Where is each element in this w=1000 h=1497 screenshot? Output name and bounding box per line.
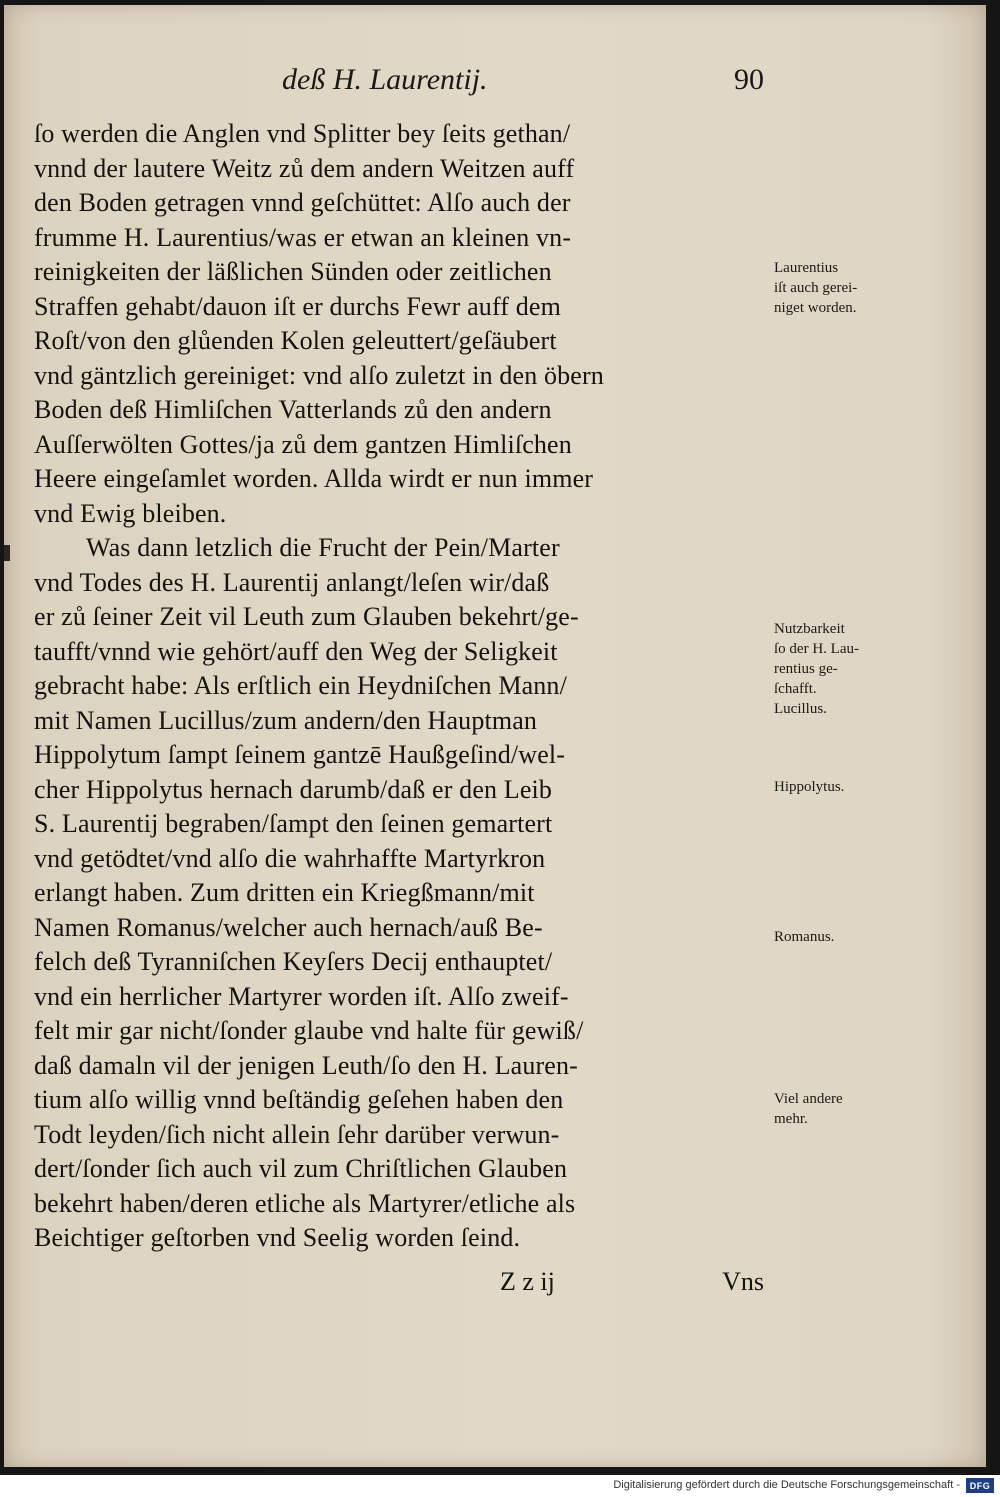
text-line: erlangt haben. Zum dritten ein Kriegßmann/mit: [34, 878, 535, 907]
text-line: cher Hippolytus hernach darumb/daß er den Leib: [34, 774, 553, 804]
text-line: Beichtiger geſtorben vnd Seelig worden ſeind.: [34, 1223, 521, 1252]
text-line: felt mir gar nicht/ſonder glaube vnd halte für gewiß/: [34, 1016, 584, 1045]
text-line: Straffen gehabt/dauon iſt er durchs Fewr auff dem: [34, 291, 561, 321]
margin-note-line: ſo der H. Lau-: [774, 641, 859, 657]
margin-note: [774, 777, 914, 797]
text-line: den Boden getragen vnnd geſchüttet: Alſo auch der: [34, 188, 571, 217]
text-line: Heere eingeſamlet worden. Allda wirdt er nun immer: [34, 464, 594, 493]
margin-note-line: mehr.: [774, 1111, 808, 1127]
credit-text: Digitalisierung gefördert durch die Deutsche Forschungsgemeinschaft -: [613, 1479, 960, 1491]
margin-note: [774, 1089, 914, 1129]
margin-note-line: Romanus.: [774, 929, 835, 945]
text-line: gebracht habe: Als erſtlich ein Heydniſchen Mann/: [34, 671, 567, 700]
text-line: mit Namen Lucillus/zum andern/den Hauptman: [34, 705, 538, 735]
catchword: Vns: [722, 1267, 764, 1296]
dfg-logo: DFG: [966, 1478, 994, 1493]
text-line: Was dann letzlich die Frucht der Pein/Marter: [86, 533, 560, 562]
margin-note: [774, 927, 914, 947]
page-edge-mark: [4, 545, 10, 561]
book-page: [4, 5, 986, 1467]
signature-mark: Z z ij: [500, 1267, 555, 1296]
text-line: vnd Ewig bleiben.: [34, 498, 227, 528]
text-line: Namen Romanus/welcher auch hernach/auß Be-: [34, 912, 543, 942]
text-line: daß damaln vil der jenigen Leuth/ſo den H. Lauren-: [34, 1050, 578, 1080]
margin-note-line: niget worden.: [774, 300, 857, 316]
body-text: [34, 117, 764, 1256]
text-line: taufft/vnnd wie gehört/auff den Weg der Seligkeit: [34, 636, 558, 666]
text-line: vnnd der lautere Weitz zů dem andern Weitzen auff: [34, 153, 575, 183]
text-line: felch deß Tyranniſchen Keyſers Decij enthauptet/: [34, 947, 553, 976]
text-line: vnd Todes des H. Laurentij anlangt/leſen wir/daß: [34, 567, 550, 597]
margin-note-line: Lucillus.: [774, 701, 827, 717]
text-line: vnd getödtet/vnd alſo die wahrhaffte Martyrkron: [34, 843, 546, 873]
page-header: [34, 63, 764, 107]
text-line: vnd ein herrlicher Martyrer worden iſt. Alſo zweif-: [34, 981, 569, 1011]
text-line: frumme H. Laurentius/was er etwan an kleinen vn-: [34, 222, 572, 252]
text-line: Boden deß Himliſchen Vatterlands zů den andern: [34, 395, 552, 424]
margin-note-line: ſchafft.: [774, 681, 817, 697]
text-line: bekehrt haben/deren etliche als Martyrer/etliche als: [34, 1188, 576, 1218]
margin-note: [774, 258, 914, 318]
text-line: S. Laurentij begraben/ſampt den ſeinen gemartert: [34, 809, 553, 838]
page-footer: [34, 1267, 764, 1303]
margin-note-line: Viel andere: [774, 1091, 843, 1107]
text-line: Auſſerwölten Gottes/ja zů dem gantzen Himliſchen: [34, 429, 572, 459]
text-line: er zů ſeiner Zeit vil Leuth zum Glauben bekehrt/ge-: [34, 602, 579, 631]
text-line: tium alſo willig vnnd beſtändig geſehen haben den: [34, 1085, 564, 1114]
text-line: reinigkeiten der läßlichen Sünden oder zeitlichen: [34, 257, 552, 286]
margin-note-line: iſt auch gerei-: [774, 280, 858, 296]
page-number: 90: [734, 63, 764, 96]
credit-bar: [0, 1475, 1000, 1497]
text-line: ſo werden die Anglen vnd Splitter bey ſeits gethan/: [34, 119, 571, 148]
margin-note-line: Hippolytus.: [774, 779, 845, 795]
running-title: deß H. Laurentij.: [282, 63, 488, 96]
margin-note-line: rentius ge-: [774, 661, 838, 677]
text-line: Todt leyden/ſich nicht allein ſehr darüber verwun-: [34, 1119, 560, 1149]
margin-note: [774, 699, 914, 719]
margin-note-line: Nutzbarkeit: [774, 621, 845, 637]
text-line: Roſt/von den glůenden Kolen geleuttert/geſäubert: [34, 326, 557, 355]
text-line: Hippolytum ſampt ſeinem gantzē Haußgeſind/wel-: [34, 740, 566, 769]
text-line: dert/ſonder ſich auch vil zum Chriſtlichen Glauben: [34, 1154, 568, 1183]
text-line: vnd gäntzlich gereiniget: vnd alſo zuletzt in den öbern: [34, 360, 604, 390]
margin-note-line: Laurentius: [774, 260, 839, 276]
margin-note: [774, 619, 914, 699]
